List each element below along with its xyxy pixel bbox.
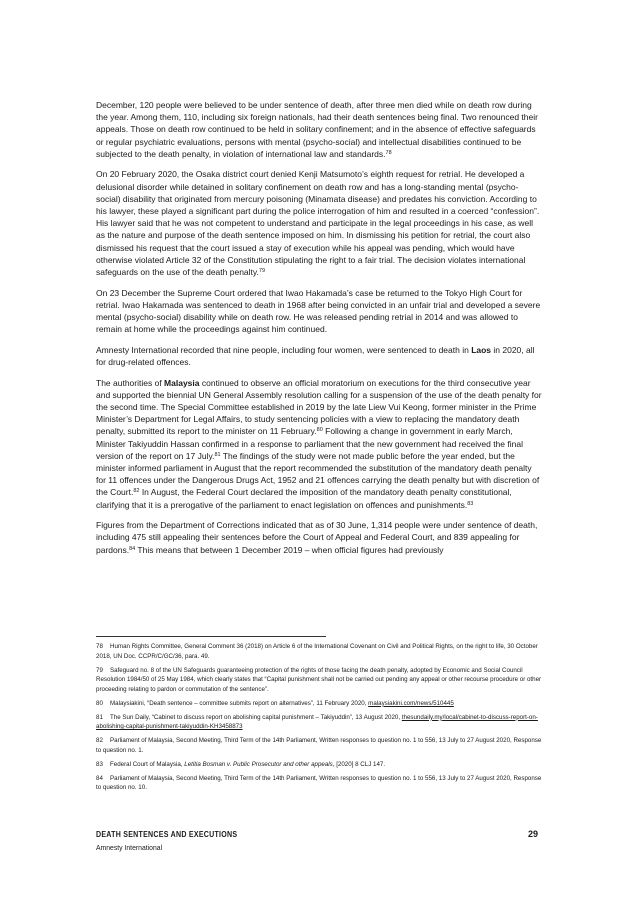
- paragraph: Amnesty International recorded that nine people, including four women, were sentenced to death in Laos in 2020, all for drug-related offences.: [96, 344, 535, 368]
- footnote-number: 83: [96, 760, 103, 768]
- footnote-ref[interactable]: 83: [467, 500, 474, 507]
- footnote-divider: [96, 636, 326, 637]
- body-text: [96, 99, 542, 564]
- footnote: 82 Parliament of Malaysia, Second Meeting, Third Term of the 14th Parliament, Written responses to question no. 1 to 556, 13 July to 27 August 2020, Response to question no. 1.: [96, 737, 542, 754]
- footnote-ref[interactable]: 84: [129, 545, 136, 552]
- country-name: Malaysia: [164, 377, 200, 388]
- footnote: 84 Parliament of Malaysia, Second Meeting, Third Term of the 14th Parliament, Written responses to question no. 1 to 556, 13 July to 27 August 2020, Response to question no. 10.: [96, 774, 542, 792]
- footnote-number: 84: [96, 774, 103, 782]
- footnote: 83 Federal Court of Malaysia, Letitia Bosman v. Public Prosecutor and other appeals, [2020] 8 CLJ 147.: [96, 760, 386, 768]
- paragraph: The authorities of Malaysia continued to observe an official moratorium on executions for the third consecutive year and supported the biennial UN General Assembly resolution calling for a suspension of the use of the death penalty for the second time. The Special Committee established in 2019 by the late Liew Vui Keong, former minister in the Prime Minister’s Department for Legal Affairs, to study sentencing policies with a view to replacing the mandatory death penalty, submitted its report to the minister on 11 February.$^{80}$ Following a change in government in early March, Minister Takiyuddin Hassan confirmed in a response to parliament that the new government had received the final version of the report on 17 July.$^{81}$ The findings of the study were not made public before the year ended, but the minister informed parliament in August that the report recommended the substitution of the mandatory death penalty for 11 offences under the Dangerous Drugs Act, 1952 and 21 offences carrying the death penalty but with discretion of the Court.$^{82}$ In August, the Federal Court declared the imposition of the mandatory death penalty constitutional, clarifying that it is a prerogative of the parliament to enact legislation on offences and punishments.$^{83}$: [96, 377, 542, 510]
- footnote-ref[interactable]: 78: [385, 149, 392, 156]
- footer-report-title: DEATH SENTENCES AND EXECUTIONS: [96, 830, 238, 839]
- paragraph: On 20 February 2020, the Osaka district court denied Kenji Matsumoto’s eighth request for retrial. He developed a delusional disorder while detained in solitary confinement on death row and has a long-standing mental (psycho-social) disability that originated from mercury poisoning (Minamata disease) and predates his conviction. According to his lawyer, these played a significant part during the police interrogation of him and resulted in a coerced “confession”. His lawyer said that he was not competent to understand and participate in the legal proceedings in his case, as well as the nature and purpose of the death sentence imposed on him. In dismissing his petition for retrial, the court also dismissed his request that the court issued a stay of execution while his appeal was pending, which would have otherwise violated Article 32 of the Constitution stipulating the right to a fair trial. The decision violates international safeguards on the use of the death penalty.$^{79}$: [96, 169, 540, 278]
- footnote: 79 Safeguard no. 8 of the UN Safeguards guaranteeing protection of the rights of those facing the death penalty, adopted by Economic and Social Council Resolution 1984/50 of 25 May 1984, which clearly states that “Capital punishment shall not be carried out pending any appeal or other recourse procedure or other proceeding relating to pardon or commutation of the sentence”.: [96, 666, 542, 693]
- footnote-number: 80: [96, 699, 103, 707]
- paragraph: On 23 December the Supreme Court ordered that Iwao Hakamada’s case be returned to the Tokyo High Court for retrial. Iwao Hakamada was sentenced to death in 1968 after being convicted in an unfair trial and developed a severe mental (psycho-social) disability while on death row. He was released pending retrial in 2014 and was allowed to remain at home while the proceedings against him continued.: [96, 287, 541, 335]
- footnote-number: 79: [96, 666, 103, 674]
- footnote: 80 Malaysiakini, “Death sentence – committee submits report on alternatives”, 11 February 2020, malaysiakini.com/news/510445: [96, 699, 454, 707]
- footnote-ref[interactable]: 81: [214, 451, 221, 458]
- footnote-number: 78: [96, 643, 103, 650]
- footnote-link[interactable]: malaysiakini.com/news/510445: [368, 699, 454, 707]
- footnote: 81 The Sun Daily, “Cabinet to discuss report on abolishing capital punishment – Takiyuddin”, 13 August 2020, thesundaily.my/local/cabinet-to-discuss-report-on-abolishing-capital-punishment-takiyuddin-KH3458873: [96, 713, 538, 731]
- footer-organization: Amnesty International: [96, 843, 163, 852]
- footnote-link[interactable]: thesundaily.my/local/cabinet-to-discuss-report-on-abolishing-capital-punishment-takiyuddin-KH3458873: [96, 713, 538, 731]
- footnote-ref[interactable]: 79: [258, 268, 266, 275]
- footnote-ref[interactable]: 80: [316, 427, 323, 434]
- page-number: 29: [528, 829, 539, 839]
- footnotes: [96, 642, 542, 797]
- footnote: 78 Human Rights Committee, General Comment 36 (2018) on Article 6 of the International Covenant on Civil and Political Rights, on the right to life, 30 October 2018, UN Doc. CCPR/C/GC/36, para. 49.: [96, 643, 538, 660]
- country-name: Laos: [471, 344, 492, 355]
- case-name: Letitia Bosman v. Public Prosecutor and other appeals: [184, 760, 333, 768]
- footnote-number: 81: [96, 713, 103, 721]
- footnote-number: 82: [96, 737, 103, 745]
- paragraph: Figures from the Department of Corrections indicated that as of 30 June, 1,314 people were under sentence of death, including 475 still appealing their sentences before the Court of Appeal and Federal Court, and 839 appealing for pardons.$^{84}$ This means that between 1 December 2019 – when official figures had previously: [96, 520, 538, 555]
- footnote-ref[interactable]: 82: [133, 488, 140, 495]
- paragraph: December, 120 people were believed to be under sentence of death, after three men died while on death row during the year. Among them, 110, including six foreign nationals, had their death sentences being final. Two renounced their appeals. Those on death row continued to be held in solitary confinement; and in the absence of effective safeguards or regular psychiatric evaluations, persons with mental (psycho-social) and intellectual disabilities continued to be subjected to the death penalty, in violation of international law and standards.$^{78}$: [96, 100, 538, 159]
